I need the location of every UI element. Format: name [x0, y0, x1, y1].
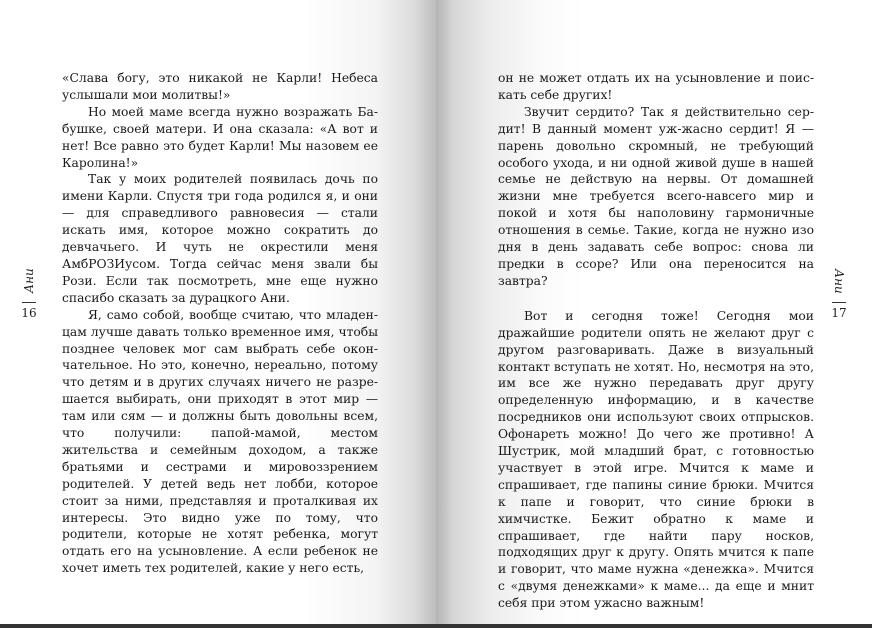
paragraph: Звучит сердито? Так я действительно сердит! В данный момент уж-жасно сердит! Я — парень довольно скромный, не требующий особого ухода, и ни одной живой душе в нашей семье не действую на нервы. От домашней жизни мне требуется всего-навсего мир и покой и хотя бы наполовину гармоничные отношения в семье. Такие, когда не нужно изо дня в день задавать себе вопрос: снова ли предки в ссоре? Или она переносится на завтра?	[498, 104, 814, 288]
left-page-text	[62, 70, 378, 577]
running-head-title: Ани	[22, 268, 36, 294]
left-running-head	[18, 262, 40, 320]
paragraph: Но моей маме всегда нужно возражать Бабушке, своей матери. И она сказала: «А вот и нет! Все равно это будет Карли! Мы назовем ее Каролина!»	[62, 104, 378, 170]
section-break	[498, 290, 814, 308]
paragraph: он не может отдать их на усыновление и поискать себе других!	[498, 71, 814, 102]
paragraph: Я, само собой, вообще считаю, что младенцам лучше давать только временное имя, чтобы позднее человек мог сам выбрать себе окончательное. Но это, конечно, нереально, потому что детям и в других случаях ничего не разрешается выбирать, они приходят в этот мир — там или сям — и должны быть довольны всем, что получили: папой-мамой, местом жительства и семейным доходом, а также братьями и сестрами и мировоззрением родителей. У детей ведь нет лобби, которое стоит за ними, представляя и проталкивая их интересы. Это видно уже по тому, что родители, которые не хотят ребенка, могут отдать его на усыновление. А если ребенок не хочет иметь тех родителей, какие у него есть,	[62, 307, 378, 576]
running-head-rule	[22, 302, 36, 303]
paragraph: Так у моих родителей появилась дочь по имени Карли. Спустя три года родился я, и они — для справедливого равновесия — стали искать имя, которое можно сократить до девчачьего. И чуть не окрестили меня АмбРОЗИусом. Тогда сейчас меня звали бы Рози. Если так посмотреть, мне еще нужно спасибо сказать за дурацкого Ани.	[62, 172, 378, 305]
right-running-head	[828, 262, 850, 320]
viewer-bottom-bar	[0, 624, 872, 628]
paragraph: Вот и сегодня тоже! Сегодня мои дражайшие родители опять не желают друг с другом разговаривать. Даже в визуальный контакт вступать не хотят. Но, несмотря на это, им все же нужно передавать друг другу определенную информацию, и в качестве посредников они используют своих отпрысков. Офонареть можно! До чего же противно! А Шустрик, мой младший брат, с готовностью участвует в этой игре. Мчится к маме и спрашивает, где папины синие брюки. Мчится к папе и говорит, что синие брюки в химчистке. Бежит обратно к маме и спрашивает, где найти пару носков, подходящих друг к другу. Опять мчится к папе и говорит, что маме нужна «денежка». Мчится с «двумя денежками» к маме... да еще и мнит себя при этом ужасно важным!	[498, 308, 814, 611]
right-page	[436, 0, 872, 624]
page-number: 16	[21, 306, 37, 320]
left-page	[0, 0, 436, 624]
running-head-rule	[832, 302, 846, 303]
right-page-text	[498, 70, 814, 612]
page-number: 17	[831, 306, 847, 320]
paragraph: «Слава богу, это никакой не Карли! Небеса услышали мои молитвы!»	[62, 71, 378, 102]
running-head-title: Ани	[832, 268, 846, 294]
